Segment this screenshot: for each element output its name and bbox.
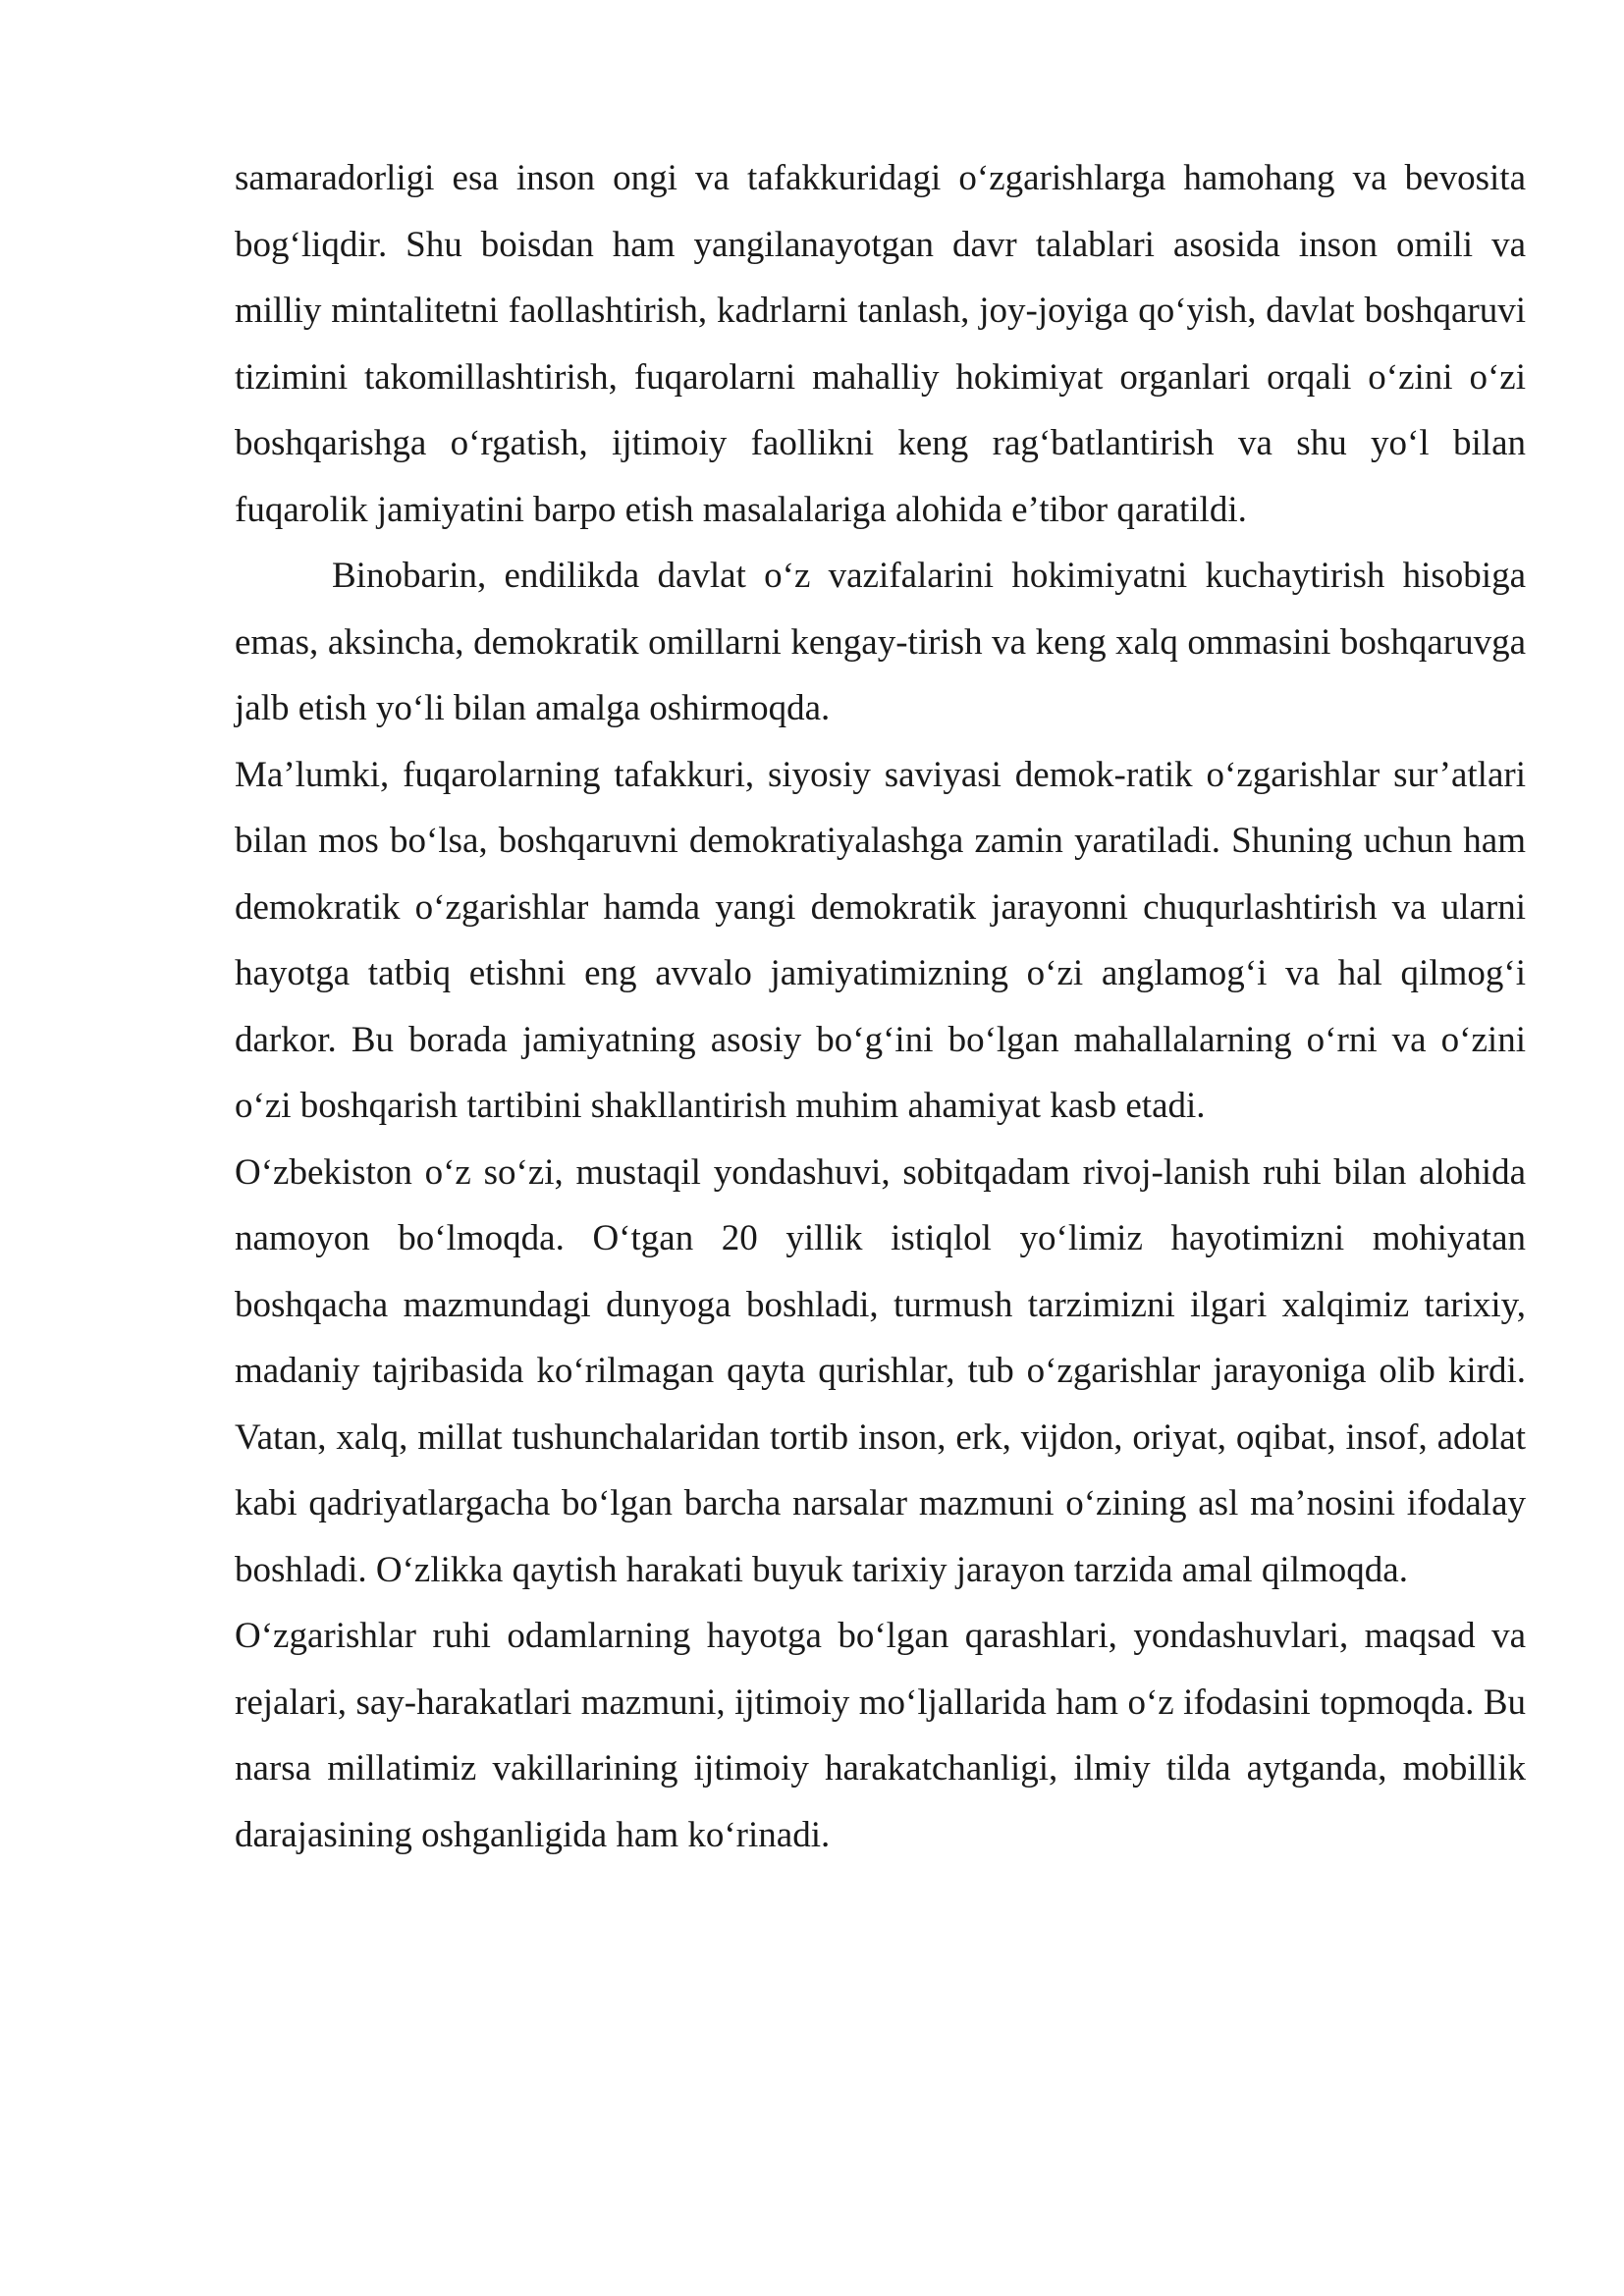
paragraph-3: Ma’lumki, fuqarolarning tafakkuri, siyosiy saviyasi demok-ratik o‘zgarishlar sur’atlari bilan mos bo‘lsa, boshqaruvni demokratiyalashga zamin yaratiladi. Shuning uchun ham demokratik o‘zgarishlar hamda yangi demokratik jarayonni chuqurlashtirish va ularni hayotga tatbiq etishni eng avvalo jamiyatimizning o‘zi anglamog‘i va hal qilmog‘i darkor. Bu borada jamiyatning asosiy bo‘g‘ini bo‘lgan mahallalarning o‘rni va o‘zini o‘zi boshqarish tartibini shakllantirish muhim ahamiyat kasb etadi. <box>235 754 1526 1126</box>
document-body <box>235 145 1526 1868</box>
paragraph-4: O‘zbekiston o‘z so‘zi, mustaqil yondashuvi, sobitqadam rivoj-lanish ruhi bilan alohida namoyon bo‘lmoqda. O‘tgan 20 yillik istiqlol yo‘limiz hayotimizni mohiyatan boshqacha mazmundagi dunyoga boshladi, turmush tarzimizni ilgari xalqimiz tarixiy, madaniy tajribasida ko‘rilmagan qayta qurishlar, tub o‘zgarishlar jarayoniga olib kirdi. Vatan, xalq, millat tushunchalaridan tortib inson, erk, vijdon, oriyat, oqibat, insof, adolat kabi qadriyatlargacha bo‘lgan barcha narsalar mazmuni o‘zining asl ma’nosini ifodalay boshladi. O‘zlikka qaytish harakati buyuk tarixiy jarayon tarzida amal qilmoqda. <box>235 1151 1526 1590</box>
paragraph-5: O‘zgarishlar ruhi odamlarning hayotga bo‘lgan qarashlari, yondashuvlari, maqsad va rejalari, say-harakatlari mazmuni, ijtimoiy mo‘ljallarida ham o‘z ifodasini topmoqda. Bu narsa millatimiz vakillarining ijtimoiy harakatchanligi, ilmiy tilda aytganda, mobillik darajasining oshganligida ham ko‘rinadi. <box>235 1616 1526 1855</box>
paragraph-1: samaradorligi esa inson ongi va tafakkuridagi o‘zgarishlarga hamohang va bevosita bog‘liqdir. Shu boisdan ham yangilanayotgan davr talablari asosida inson omili va milliy mintalitetni faollashtirish, kadrlarni tanlash, joy-joyiga qo‘yish, davlat boshqaruvi tizimini takomillashtirish, fuqarolarni mahalliy hokimiyat organlari orqali o‘zini o‘zi boshqarishga o‘rgatish, ijtimoiy faollikni keng rag‘batlantirish va shu yo‘l bilan fuqarolik jamiyatini barpo etish masalalariga alohida e’tibor qaratildi. <box>235 158 1526 530</box>
paragraph-2: Binobarin, endilikda davlat o‘z vazifalarini hokimiyatni kuchaytirish hisobiga emas, aksincha, demokratik omillarni kengay-tirish va keng xalq ommasini boshqaruvga jalb etish yo‘li bilan amalga oshirmoqda. <box>235 556 1526 728</box>
